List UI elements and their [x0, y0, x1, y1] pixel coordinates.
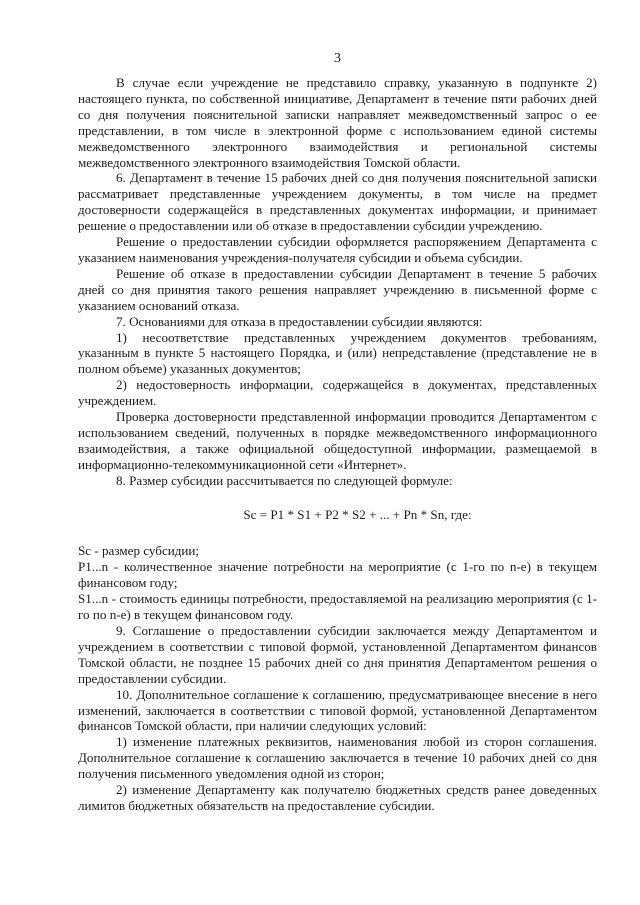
paragraph-10-additional-agreement: 10. Дополнительное соглашение к соглашению, предусматривающее внесение в него изменений, заключается в соответствии с типовой формой, установленной Департаментом финансов Томской области, при наличии следующих условий:: [78, 686, 597, 734]
list-item-condition-1: 1) изменение платежных реквизитов, наименования любой из сторон соглашения. Дополнительное соглашение к соглашению заключается в течение 10 рабочих дней со дня получения письменного уведомления одной из сторон;: [78, 734, 597, 782]
subsidy-formula: Sc = P1 * S1 + P2 * S2 + ... + Pn * Sn, где:: [243, 506, 472, 522]
paragraph-refusal-notice: Решение об отказе в предоставлении субсидии Департамент в течение 5 рабочих дней со дня принятия такого решения направляет учреждению в письменной форме с указанием оснований отказа.: [78, 265, 597, 313]
paragraph-8-formula-intro: 8. Размер субсидии рассчитывается по следующей формуле:: [116, 472, 453, 488]
paragraph-7-refusal-grounds: 7. Основаниями для отказа в предоставлении субсидии являются:: [116, 313, 483, 329]
paragraph-6-review: 6. Департамент в течение 15 рабочих дней со дня получения пояснительной записки рассматривает представленные учреждением документы, в том числе на предмет достоверности содержащейся в представленных документах информации, и принимает решение о предоставлении или об отказе в предоставлении субсидии учреждению.: [78, 170, 597, 234]
paragraph-decision-order: Решение о предоставлении субсидии оформляется распоряжением Департамента с указанием наименования учреждения-получателя субсидии и объема субсидии.: [78, 234, 597, 265]
list-item-refusal-2: 2) недостоверность информации, содержащейся в документах, представленных учреждением.: [78, 377, 597, 409]
definition-s: S1...n - стоимость единицы потребности, предоставляемой на реализацию мероприятия (с 1-го по n-е) в текущем финансовом году.: [78, 591, 597, 623]
paragraph-interagency-request: В случае если учреждение не представило справку, указанную в подпункте 2) настоящего пункта, по собственной инициативе, Департамент в течение пяти рабочих дней со дня получения пояснительной записки направляет межведомственный запрос о ее представлении, в том числе в электронной форме с использованием единой системы межведомственного электронного взаимодействия и региональной системы межведомственного электронного взаимодействия Томской области.: [78, 75, 597, 170]
paragraph-verification: Проверка достоверности представленной информации проводится Департаментом с использованием сведений, полученных в порядке межведомственного информационного взаимодействия, а также официальной общедоступной информации, размещаемой в информационно-телекоммуникационной сети «Интернет».: [78, 409, 597, 472]
definition-sc: Sc - размер субсидии;: [78, 543, 200, 559]
page-number: 3: [334, 51, 341, 66]
paragraph-9-agreement: 9. Соглашение о предоставлении субсидии заключается между Департаментом и учреждением в соответствии с типовой формой, установленной Департаментом финансов Томской области, не позднее 15 рабочих дней со дня принятия Департаментом решения о предоставлении субсидии.: [78, 623, 597, 686]
document-page: [78, 50, 597, 814]
list-item-condition-2: 2) изменение Департаменту как получателю бюджетных средств ранее доведенных лимитов бюджетных обязательств на предоставление субсидии.: [78, 782, 597, 813]
list-item-refusal-1: 1) несоответствие представленных учреждением документов требованиям, указанным в пункте 5 настоящего Порядка, и (или) непредставление (представление не в полном объеме) указанных документов;: [78, 329, 597, 377]
definition-p: P1...n - количественное значение потребности на мероприятие (с 1-го по n-е) в текущем финансовом году;: [78, 559, 597, 591]
